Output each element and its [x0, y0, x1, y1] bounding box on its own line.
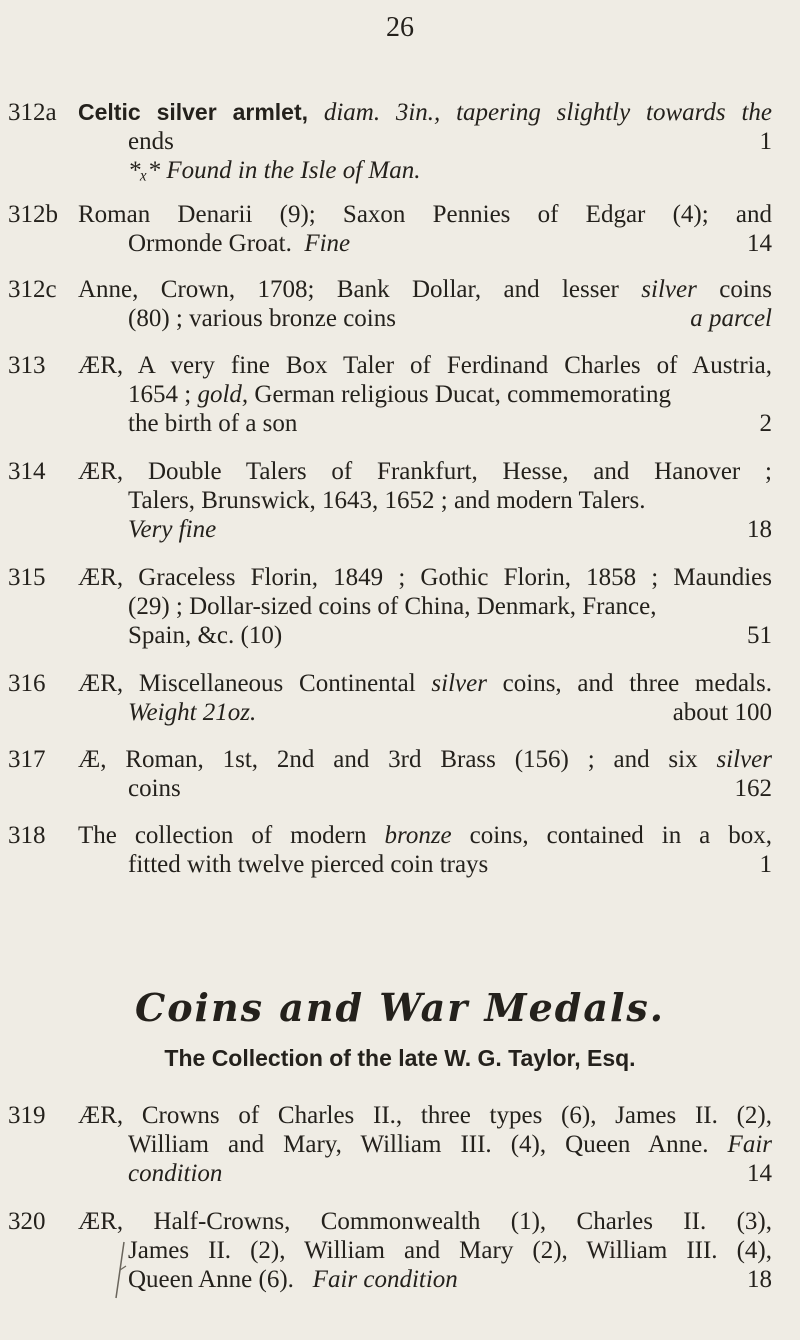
lot-text: German religious Ducat, commemorating	[248, 381, 671, 408]
lot-line	[78, 774, 772, 803]
lot-number: 312a	[8, 99, 57, 126]
lot-estimate: 2	[759, 410, 772, 437]
lot-text: gold,	[197, 381, 249, 408]
lot-text: Ormonde Groat.	[128, 230, 292, 257]
lot-line	[78, 1265, 772, 1294]
lot-condition: Fair condition	[312, 1266, 458, 1293]
lot-text: Fair	[727, 1131, 772, 1158]
lot-estimate: a parcel	[690, 305, 772, 332]
lot-text: ends	[128, 128, 174, 155]
lot-text: coins	[696, 276, 772, 303]
lot-estimate: 18	[747, 1266, 772, 1293]
lot-text: 1654 ;	[128, 381, 198, 408]
lot-number: 314	[8, 458, 46, 485]
lot-number: 313	[8, 352, 46, 379]
lot-estimate: 14	[747, 1160, 772, 1187]
lot-line	[78, 850, 772, 879]
lot-text: silver	[641, 276, 697, 303]
lot-text: James II. (2), William and Mary (2), William III. (4),	[128, 1237, 772, 1264]
lot-line	[78, 698, 772, 727]
lot-text: Roman Denarii (9); Saxon Pennies of Edgar (4); and	[78, 201, 772, 228]
lot-line	[78, 821, 772, 850]
lot-text: coins, and three medals.	[486, 670, 772, 697]
lot-text: silver	[716, 746, 772, 773]
lot-text: (29) ; Dollar-sized coins of China, Denmark, France,	[128, 593, 657, 620]
lot-estimate: about 100	[672, 699, 772, 726]
lot-condition: Fine	[304, 230, 351, 257]
lot-line	[78, 515, 772, 544]
lot-line	[78, 229, 772, 258]
lot-text: Weight 21oz.	[128, 699, 257, 726]
section-subheading: The Collection of the late W. G. Taylor, Esq.	[164, 1045, 636, 1071]
lot-condition: Very fine	[128, 516, 217, 543]
lot-line	[78, 409, 772, 438]
lot-estimate: 51	[747, 622, 772, 649]
lot-text: (80) ; various bronze coins	[128, 305, 396, 332]
page-number: 26	[386, 12, 414, 43]
lot-text: William and Mary, William III. (4), Queen Anne.	[128, 1131, 728, 1158]
lot-estimate: 14	[747, 230, 772, 257]
lot-text: silver	[431, 670, 487, 697]
lot-text: Anne, Crown, 1708; Bank Dollar, and lesser	[78, 276, 642, 303]
lot-text: Æ, Roman, 1st, 2nd and 3rd Brass (156) ; and six	[78, 746, 717, 773]
lot-text: ÆR, Graceless Florin, 1849 ; Gothic Florin, 1858 ; Maundies	[78, 564, 772, 591]
lot-text: coins	[128, 775, 181, 802]
lot-title: Celtic silver armlet,	[78, 99, 309, 125]
lot-number: 318	[8, 822, 46, 849]
lot-text: Spain, &c. (10)	[128, 622, 283, 649]
lot-line	[78, 745, 772, 774]
lot-estimate: 18	[747, 516, 772, 543]
lot-line	[78, 1130, 772, 1159]
lot-line	[78, 621, 772, 650]
lot-line	[78, 304, 772, 333]
lot-text: Talers, Brunswick, 1643, 1652 ; and modern Talers.	[128, 487, 646, 514]
lot-text: diam. 3in., tapering slightly towards the	[308, 99, 772, 126]
section-heading: Coins and War Medals.	[134, 985, 666, 1030]
lot-estimate: 162	[734, 775, 772, 802]
lot-number: 315	[8, 564, 46, 591]
lot-number: 317	[8, 746, 46, 773]
lot-line	[78, 98, 772, 127]
lot-number: 319	[8, 1102, 46, 1129]
lot-text: ÆR, Miscellaneous Continental	[78, 670, 432, 697]
lot-text: the birth of a son	[128, 410, 298, 437]
lot-line	[78, 127, 772, 156]
lot-text: ÆR, Double Talers of Frankfurt, Hesse, and Hanover ;	[78, 458, 772, 485]
lot-text: Queen Anne (6).	[128, 1266, 294, 1293]
lot-text: fitted with twelve pierced coin trays	[128, 851, 489, 878]
lot-line	[78, 1159, 772, 1188]
lot-estimate: 1	[759, 128, 772, 155]
lot-text: bronze	[384, 822, 452, 849]
pencil-mark	[112, 1240, 132, 1300]
lot-text: coins, contained in a box,	[451, 822, 772, 849]
lot-number: 312c	[8, 276, 57, 303]
lot-number: 316	[8, 670, 46, 697]
lot-text: ÆR, Crowns of Charles II., three types (6), James II. (2),	[78, 1102, 772, 1129]
lot-estimate: 1	[759, 851, 772, 878]
lot-line	[78, 275, 772, 304]
lot-number: 320	[8, 1208, 46, 1235]
lot-text: The collection of modern	[78, 822, 385, 849]
lot-line	[78, 380, 772, 409]
lot-text: ÆR, A very fine Box Taler of Ferdinand Charles of Austria,	[78, 352, 772, 379]
lot-condition: condition	[128, 1160, 223, 1187]
lot-number: 312b	[8, 201, 58, 228]
lot-text: ÆR, Half-Crowns, Commonwealth (1), Charles II. (3),	[78, 1208, 772, 1235]
lot-line	[78, 669, 772, 698]
lot-note: *ₓ* Found in the Isle of Man.	[128, 157, 421, 184]
